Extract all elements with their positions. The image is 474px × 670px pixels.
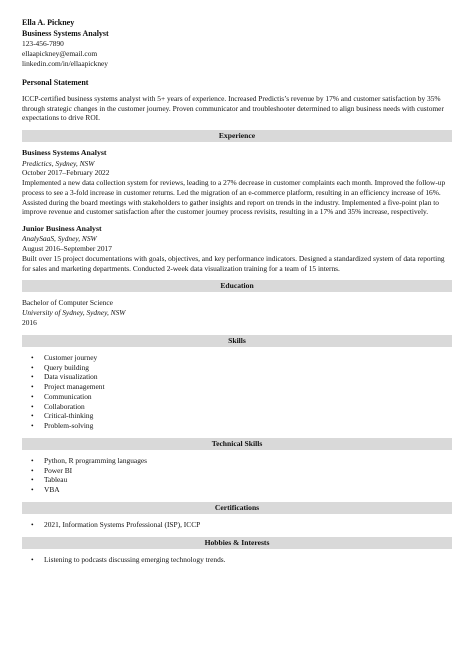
list-item: • Critical-thinking [36,411,452,421]
list-item: • Tableau [36,475,452,485]
list-item: • Listening to podcasts discussing emerging technology trends. [36,555,452,565]
technical-skills-list [22,456,452,495]
hobbies-list [22,555,452,565]
list-item: • Collaboration [36,402,452,412]
hobbies-heading: Hobbies & Interests [22,537,452,549]
list-item: • Data visualization [36,372,452,382]
experience-heading: Experience [22,130,452,142]
job-entry [22,224,452,273]
job-dates: October 2017–February 2022 [22,168,110,178]
education-heading: Education [22,280,452,292]
job-description: Implemented a new data collection system for reviews, leading to a 27% decrease in customer complaints each month. Improved the follow-up process to see a 3-fold increase in customer returns. Led the migration of an e-commerce platform, resulting in an efficiency increase of 16%. Assisted during the board meetings with stakeholders to gather insights and report on trends in the industry. Implemented a five-point plan to improve revenue and customer satisfaction after the customer journey process revisits, resulting in a 17% and 35% increase, respectively. [22,178,446,217]
job-title: Junior Business Analyst [22,224,102,234]
certifications-heading: Certifications [22,502,452,514]
list-item: • Communication [36,392,452,402]
phone-number: 123-456-7890 [22,39,64,49]
skills-heading: Skills [22,335,452,347]
candidate-name: Ella A. Pickney [22,18,75,27]
linkedin-url: linkedin.com/in/ellaapickney [22,58,108,68]
candidate-title: Business Systems Analyst [22,28,109,38]
job-entry [22,148,452,217]
personal-statement-heading: Personal Statement [22,78,89,88]
job-dates: August 2016–September 2017 [22,244,112,254]
skills-list [22,353,452,431]
personal-statement-text: ICCP-certified business systems analyst with 5+ years of experience. Increased Predictis’s revenue by 17% and customer satisfaction by 35% through strategic changes in the customer journey. Proven communicator and troubleshooter determined to align business needs with customer expectations to drive ROI. [22,93,444,123]
list-item: • VBA [36,485,452,495]
job-company: AnalySaaS, Sydney, NSW [22,234,97,244]
job-title: Business Systems Analyst [22,148,107,158]
list-item: • Python, R programming languages [36,456,452,466]
education-school: University of Sydney, Sydney, NSW [22,308,126,318]
education-year: 2016 [22,318,37,328]
list-item: • Project management [36,382,452,392]
technical-skills-heading: Technical Skills [22,438,452,450]
list-item: • Problem-solving [36,421,452,431]
list-item: • Power BI [36,466,452,476]
email-address: ellaapickney@email.com [22,48,98,58]
job-description: Built over 15 project documentations with goals, objectives, and key performance indicators. Designed a standardized system of data reporting for sales and marketing departments. Conducted 2-week data visualization training for a team of 15 interns. [22,253,445,273]
resume-page [22,0,452,565]
job-company: Predictics, Sydney, NSW [22,158,95,168]
certifications-list [22,520,452,530]
list-item: • Query building [36,363,452,373]
list-item: • 2021, Information Systems Professional (ISP), ICCP [36,520,452,530]
education-degree: Bachelor of Computer Science [22,298,113,308]
list-item: • Customer journey [36,353,452,363]
header [22,18,452,68]
